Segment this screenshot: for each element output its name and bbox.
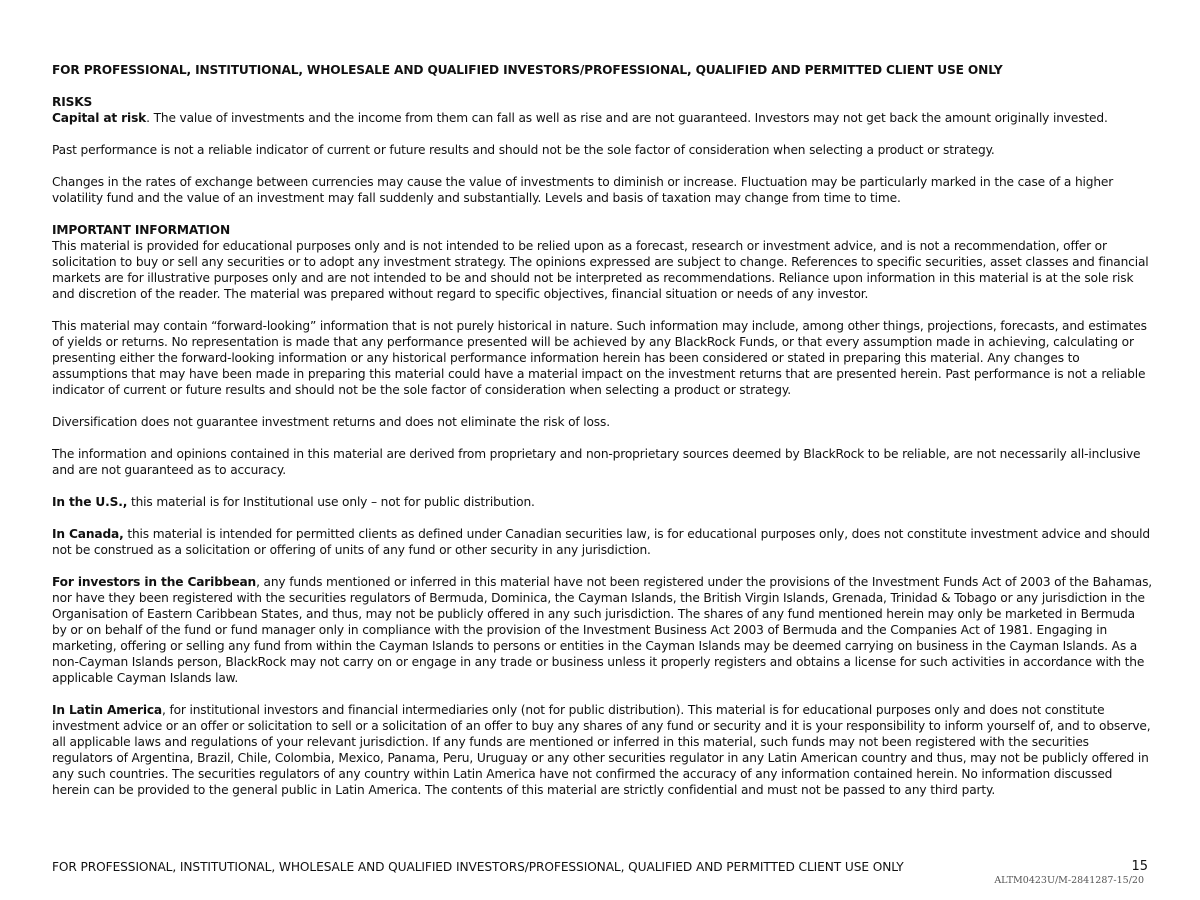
capital-at-risk-label: Capital at risk: [52, 111, 147, 125]
page-number: 15: [1131, 859, 1148, 874]
educational-purposes-paragraph: This material is provided for educational purposes only and is not intended to be relied upon as a forecast, research or investment advice, and is not a recommendation, offer or solicitation to buy or sell any securities or to adopt any investment strategy. The opinions expressed are subject to change. References to specific securities, asset classes and financial markets are for illustrative purposes only and are not intended to be and should not be interpreted as recommendations. Reliance upon information in this material is at the sole risk and discretion of the reader. The material was prepared without regard to specific objectives, financial situation or needs of any investor.: [52, 239, 1149, 301]
latin-america-text: , for institutional investors and financial intermediaries only (not for public distribution). This material is for educational purposes only and does not constitute investment advice or an offer or solicitation to sell or a solicitation of an offer to buy any shares of any fund or security and it is your responsibility to inform yourself of, and to observe, all applicable laws and regulations of your relevant jurisdiction. If any funds are mentioned or inferred in this material, such funds may not been registered with the securities regulators of Argentina, Brazil, Chile, Colombia, Mexico, Panama, Peru, Uruguay or any other securities regulator in any Latin American country and thus, may not be publicly offered in any such countries. The securities regulators of any country within Latin America have not confirmed the accuracy of any information contained herein. No information discussed herein can be provided to the general public in Latin America. The contents of this material are strictly confidential and must not be passed to any third party.: [52, 703, 1151, 797]
capital-at-risk-paragraph: [52, 110, 1152, 126]
footer-notice: FOR PROFESSIONAL, INSTITUTIONAL, WHOLESALE AND QUALIFIED INVESTORS/PROFESSIONAL, QUALIFIED AND PERMITTED CLIENT USE ONLY: [52, 860, 904, 874]
past-performance-paragraph: Past performance is not a reliable indicator of current or future results and should not be the sole factor of consideration when selecting a product or strategy.: [52, 143, 995, 157]
latin-america-label: In Latin America: [52, 703, 163, 717]
capital-at-risk-text: . The value of investments and the income from them can fall as well as rise and are not guaranteed. Investors may not get back the amount originally invested.: [146, 111, 1108, 125]
canada-text: this material is intended for permitted clients as defined under Canadian securities law, is for educational purposes only, does not constitute investment advice and should not be construed as a solicitation or offering of units of any fund or other security in any jurisdiction.: [52, 527, 1150, 557]
us-label: In the U.S.,: [52, 495, 128, 509]
caribbean-label: For investors in the Caribbean: [52, 575, 257, 589]
canada-paragraph: [52, 526, 1152, 558]
caribbean-paragraph: [52, 574, 1152, 686]
document-code: ALTM0423U/M-2841287-15/20: [994, 875, 1144, 886]
latin-america-paragraph: [52, 702, 1152, 798]
sources-paragraph: The information and opinions contained in this material are derived from proprietary and non-proprietary sources deemed by BlackRock to be reliable, are not necessarily all-inclusive and are not guaranteed as to accuracy.: [52, 447, 1141, 477]
diversification-paragraph: Diversification does not guarantee investment returns and does not eliminate the risk of loss.: [52, 415, 610, 429]
risks-heading: RISKS: [52, 95, 93, 109]
important-information-heading: IMPORTANT INFORMATION: [52, 223, 231, 237]
us-paragraph: [52, 494, 1152, 510]
forward-looking-paragraph: This material may contain “forward-looking” information that is not purely historical in nature. Such information may include, among other things, projections, forecasts, and estimates of yields or returns. No representation is made that any performance presented will be achieved by any BlackRock Funds, or that every assumption made in achieving, calculating or presenting either the forward-looking information or any historical performance information herein has been considered or stated in preparing this material. Any changes to assumptions that may have been made in preparing this material could have a material impact on the investment returns that are presented herein. Past performance is not a reliable indicator of current or future results and should not be the sole factor of consideration when selecting a product or strategy.: [52, 319, 1147, 397]
canada-label: In Canada,: [52, 527, 124, 541]
caribbean-text: , any funds mentioned or inferred in this material have not been registered under the provisions of the Investment Funds Act of 2003 of the Bahamas, nor have they been registered with the securities regulators of Bermuda, Dominica, the Cayman Islands, the British Virgin Islands, Grenada, Trinidad & Tobago or any jurisdiction in the Organisation of Eastern Caribbean States, and thus, may not be publicly offered in any such jurisdiction. The shares of any fund mentioned herein may only be marketed in Bermuda by or on behalf of the fund or fund manager only in compliance with the provision of the Investment Business Act 2003 of Bermuda and the Companies Act of 1981. Engaging in marketing, offering or selling any fund from within the Cayman Islands to persons or entities in the Cayman Islands may be deemed carrying on business in the Cayman Islands. As a non-Cayman Islands person, BlackRock may not carry on or engage in any trade or business unless it properly registers and obtains a license for such activities in accordance with the applicable Cayman Islands law.: [52, 575, 1152, 685]
exchange-rates-paragraph: Changes in the rates of exchange between currencies may cause the value of investments to diminish or increase. Fluctuation may be particularly marked in the case of a higher volatility fund and the value of an investment may fall suddenly and substantially. Levels and basis of taxation may change from time to time.: [52, 175, 1114, 205]
us-text: this material is for Institutional use only – not for public distribution.: [127, 495, 535, 509]
header-notice: FOR PROFESSIONAL, INSTITUTIONAL, WHOLESALE AND QUALIFIED INVESTORS/PROFESSIONAL, QUALIFIED AND PERMITTED CLIENT USE ONLY: [52, 63, 1003, 77]
disclosure-page: [52, 62, 1152, 814]
